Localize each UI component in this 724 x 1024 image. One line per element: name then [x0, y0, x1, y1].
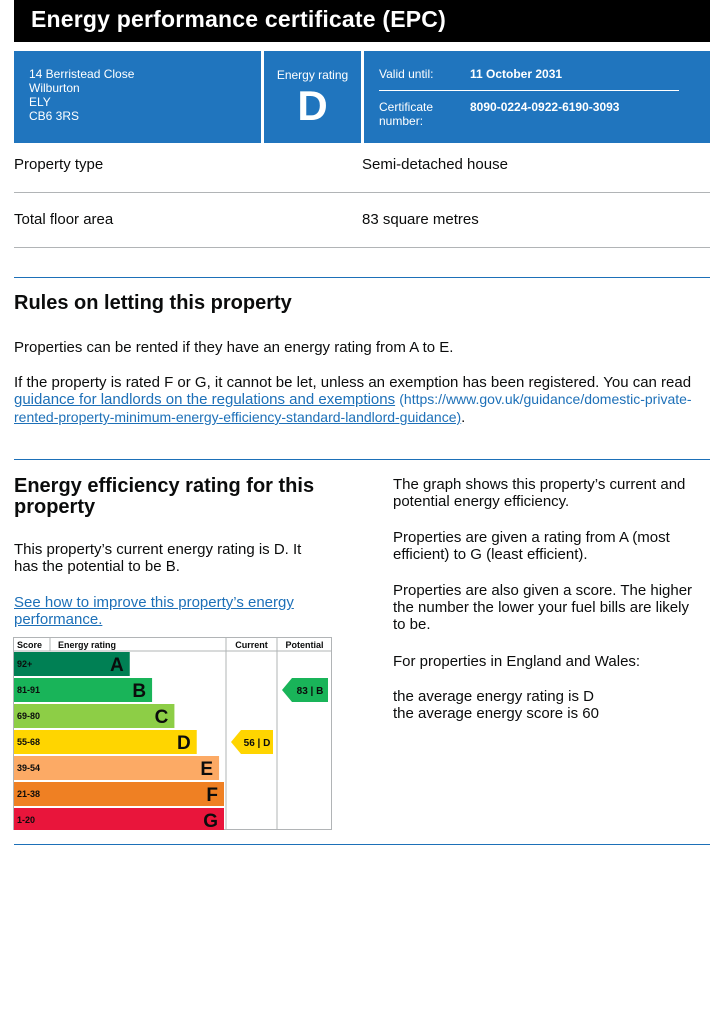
- letting-paragraph-2-line3: [14, 409, 465, 426]
- band-range-b: 81-91: [17, 685, 41, 695]
- address-line-3: ELY: [29, 95, 51, 109]
- landlord-guidance-link[interactable]: guidance for landlords on the regulations and exemptions: [14, 391, 396, 408]
- current-rating-text-line-1: This property’s current energy rating is D. It: [14, 541, 302, 558]
- certificate-number: 8090-0224-0922-6190-3093: [470, 100, 620, 114]
- floor-area-value: 83 square metres: [362, 211, 479, 228]
- section-divider: [14, 459, 710, 460]
- letting-paragraph-2: If the property is rated F or G, it cannot be let, unless an exemption has been registered. You can read: [14, 374, 692, 391]
- certificate-label-1: Certificate: [379, 100, 434, 114]
- letting-heading: Rules on letting this property: [14, 292, 292, 314]
- current-rating-text-line-2: has the potential to be B.: [14, 558, 180, 575]
- band-range-c: 69-80: [17, 711, 41, 721]
- band-letter-g: G: [203, 811, 218, 830]
- validity-divider: [379, 90, 679, 91]
- potential-marker-label: 83 | B: [296, 686, 324, 697]
- average-score-text: the average energy score is 60: [393, 705, 599, 722]
- band-letter-f: F: [206, 785, 218, 806]
- floor-area-label: Total floor area: [14, 211, 114, 228]
- score-explainer: [393, 582, 692, 633]
- graph-explainer: [393, 476, 685, 510]
- score-explainer-line-1: Properties are also given a score. The higher: [393, 582, 693, 599]
- rating-explainer-line-2: efficient) to G (least efficient).: [393, 546, 588, 563]
- band-bar-f: [50, 782, 224, 806]
- improve-link-line-1[interactable]: See how to improve this property’s energy: [14, 594, 294, 611]
- current-rating-text: [14, 541, 301, 575]
- letting-paragraph-1: Properties can be rented if they have an energy rating from A to E.: [14, 339, 454, 356]
- energy-rating-value: D: [297, 82, 328, 129]
- rating-explainer: [393, 529, 670, 563]
- energy-rating-box: [264, 51, 361, 143]
- chart-header-energy-rating: Energy rating: [58, 640, 117, 650]
- section-divider: [14, 277, 710, 278]
- landlord-guidance-url-2[interactable]: rented-property-minimum-energy-efficiency-standard-landlord-guidance): [14, 409, 462, 425]
- address-line-1: 14 Berristead Close: [29, 67, 135, 81]
- band-range-d: 55-68: [17, 737, 41, 747]
- band-bar-d: [50, 730, 197, 754]
- divider: [14, 247, 710, 248]
- band-range-a: 92+: [17, 659, 33, 669]
- band-range-e: 39-54: [17, 763, 41, 773]
- improve-link[interactable]: [14, 594, 294, 628]
- chart-header-potential: Potential: [285, 640, 324, 650]
- energy-rating-label: Energy rating: [276, 68, 349, 82]
- band-letter-a: A: [110, 655, 124, 676]
- validity-box: [364, 51, 710, 143]
- chart-header-score: Score: [17, 640, 43, 650]
- band-bar-e: [50, 756, 219, 780]
- band-letter-d: D: [177, 733, 191, 754]
- band-letter-c: C: [154, 707, 169, 728]
- title-bar: [14, 0, 710, 42]
- address-line-4: CB6 3RS: [29, 109, 80, 123]
- band-letter-b: B: [132, 681, 147, 702]
- chart-header-current: Current: [235, 640, 268, 650]
- address-line-2: Wilburton: [29, 81, 80, 95]
- epc-rating-chart-svg: [13, 637, 332, 830]
- epc-rating-chart: [13, 637, 332, 830]
- england-wales-text: For properties in England and Wales:: [393, 653, 641, 670]
- divider: [14, 192, 710, 193]
- address-box: [14, 51, 261, 143]
- average-rating-text: the average energy rating is D: [393, 688, 594, 705]
- graph-explainer-line-2: potential energy efficiency.: [393, 493, 570, 510]
- property-type-value: Semi-detached house: [362, 156, 508, 173]
- efficiency-heading-line-1: Energy efficiency rating for this: [14, 475, 315, 497]
- period: .: [461, 409, 466, 426]
- band-range-g: 1-20: [17, 815, 36, 825]
- improve-link-line-2[interactable]: performance.: [14, 611, 103, 628]
- score-explainer-line-2: the number the lower your fuel bills are likely: [393, 599, 689, 616]
- efficiency-heading-line-2: property: [14, 496, 96, 518]
- score-explainer-line-3: to be.: [393, 616, 431, 633]
- band-letter-e: E: [200, 759, 214, 780]
- letting-paragraph-2-line2: [14, 391, 692, 408]
- certificate-label-2: number:: [379, 114, 424, 128]
- band-range-f: 21-38: [17, 789, 41, 799]
- rating-explainer-line-1: Properties are given a rating from A (most: [393, 529, 670, 546]
- property-type-label: Property type: [14, 156, 104, 173]
- graph-explainer-line-1: The graph shows this property’s current and: [393, 476, 686, 493]
- efficiency-heading: [14, 476, 314, 518]
- band-bar-g: [50, 808, 224, 830]
- page-title: Energy performance certificate (EPC): [31, 6, 446, 32]
- current-marker-label: 56 | D: [243, 738, 271, 749]
- landlord-guidance-url-1: (https://www.gov.uk/guidance/domestic-private-: [399, 391, 692, 407]
- section-divider: [14, 844, 710, 845]
- valid-until-label: Valid until:: [379, 67, 434, 81]
- valid-until-value: 11 October 2031: [470, 67, 563, 81]
